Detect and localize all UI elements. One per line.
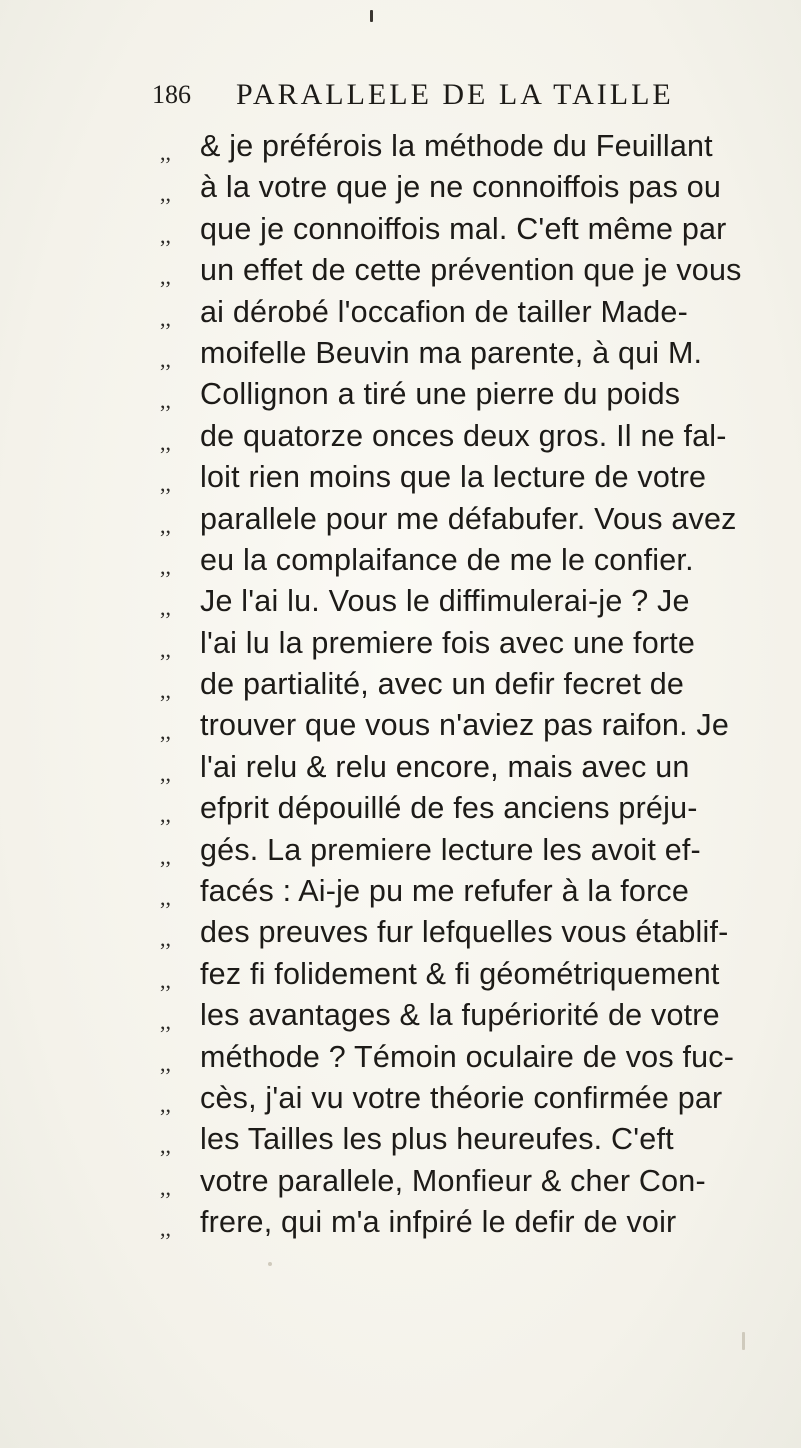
quote-mark: ,,: [160, 346, 171, 372]
line-text: un effet de cette prévention que je vous: [200, 253, 742, 288]
line-text: l'ai lu la premiere fois avec une forte: [200, 625, 696, 660]
quote-mark: ,,: [160, 885, 171, 911]
quote-mark: ,,: [160, 1050, 171, 1076]
line-text: les avantages & la fupériorité de votre: [200, 998, 720, 1033]
text-line: [160, 250, 780, 291]
quote-mark: ,,: [160, 181, 171, 207]
body-text: [160, 126, 780, 1244]
line-text: efprit dépouillé de fes anciens préju-: [200, 791, 698, 826]
running-title: PARALLELE DE LA TAILLE: [236, 78, 674, 111]
text-line: [160, 1078, 780, 1119]
quote-mark: ,,: [160, 1174, 171, 1200]
line-text: loit rien moins que la lecture de votre: [200, 460, 707, 495]
line-text: ai dérobé l'occafion de tailler Made-: [200, 294, 688, 329]
text-line: [160, 1119, 780, 1160]
line-text: parallele pour me défabufer. Vous avez: [200, 501, 737, 536]
text-line: [160, 1161, 780, 1202]
quote-mark: ,,: [160, 1133, 171, 1159]
line-text: trouver que vous n'aviez pas raifon. Je: [200, 708, 730, 743]
paper-speck: [742, 1332, 745, 1350]
line-text: & je préférois la méthode du Feuillant: [200, 129, 713, 163]
line-text: les Tailles les plus heureufes. C'eft: [200, 1122, 674, 1157]
quote-mark: ,,: [160, 1091, 171, 1117]
line-text: cès, j'ai vu votre théorie confirmée par: [200, 1080, 723, 1115]
quote-mark: ,,: [160, 760, 171, 786]
quote-mark: ,,: [160, 1009, 171, 1035]
quote-mark: ,,: [160, 140, 171, 165]
text-line: [160, 747, 780, 788]
page-number: 186: [152, 80, 191, 109]
quote-mark: ,,: [160, 802, 171, 828]
quote-mark: ,,: [160, 429, 171, 455]
line-text: gés. La premiere lecture les avoit ef-: [200, 832, 701, 867]
text-line: [160, 292, 780, 333]
line-text: que je connoiffois mal. C'eft même par: [200, 211, 727, 246]
line-text: Je l'ai lu. Vous le diffimulerai-je ? Je: [200, 584, 690, 619]
text-line: [160, 457, 780, 498]
quote-mark: ,,: [160, 1216, 171, 1242]
paper-speck: [268, 1262, 272, 1266]
text-line: [160, 788, 780, 829]
line-text: de partialité, avec un defir fecret de: [200, 667, 685, 702]
text-line: [160, 167, 780, 208]
line-text: de quatorze onces deux gros. Il ne fal-: [200, 418, 727, 453]
text-line: [160, 664, 780, 705]
text-line: [160, 416, 780, 457]
quote-mark: ,,: [160, 595, 171, 621]
quote-mark: ,,: [160, 678, 171, 704]
text-line: [160, 912, 780, 953]
line-text: des preuves fur lefquelles vous établif-: [200, 915, 729, 950]
line-text: eu la complaifance de me le confier.: [200, 542, 694, 577]
text-line: [160, 374, 780, 415]
text-line: [160, 126, 780, 167]
text-line: [160, 1202, 780, 1243]
text-line: [160, 581, 780, 622]
text-line: [160, 333, 780, 374]
quote-mark: ,,: [160, 636, 171, 662]
text-line: [160, 954, 780, 995]
line-text: l'ai relu & relu encore, mais avec un: [200, 749, 690, 784]
line-text: à la votre que je ne connoiffois pas ou: [200, 170, 722, 205]
line-text: Collignon a tiré une pierre du poids: [200, 377, 681, 412]
quote-mark: ,,: [160, 388, 171, 414]
paper-speck: [370, 10, 373, 22]
quote-mark: ,,: [160, 222, 171, 248]
quote-mark: ,,: [160, 305, 171, 331]
quote-mark: ,,: [160, 967, 171, 993]
quote-mark: ,,: [160, 512, 171, 538]
text-line: [160, 540, 780, 581]
line-text: votre parallele, Monfieur & cher Con-: [200, 1163, 706, 1198]
quote-mark: ,,: [160, 264, 171, 290]
line-text: fez fi folidement & fi géométriquement: [200, 956, 720, 991]
text-line: [160, 871, 780, 912]
quote-mark: ,,: [160, 471, 171, 497]
line-text: facés : Ai-je pu me refufer à la force: [200, 874, 690, 909]
quote-mark: ,,: [160, 843, 171, 869]
line-text: méthode ? Témoin oculaire de vos fuc-: [200, 1039, 735, 1074]
page-header: [152, 78, 748, 128]
text-line: [160, 995, 780, 1036]
text-line: [160, 705, 780, 746]
quote-mark: ,,: [160, 926, 171, 952]
quote-mark: ,,: [160, 719, 171, 745]
text-line: [160, 830, 780, 871]
text-line: [160, 499, 780, 540]
line-text: frere, qui m'a infpiré le defir de voir: [200, 1205, 677, 1240]
text-line: [160, 623, 780, 664]
line-text: moifelle Beuvin ma parente, à qui M.: [200, 335, 703, 370]
text-line: [160, 1037, 780, 1078]
quote-mark: ,,: [160, 553, 171, 579]
text-line: [160, 209, 780, 250]
